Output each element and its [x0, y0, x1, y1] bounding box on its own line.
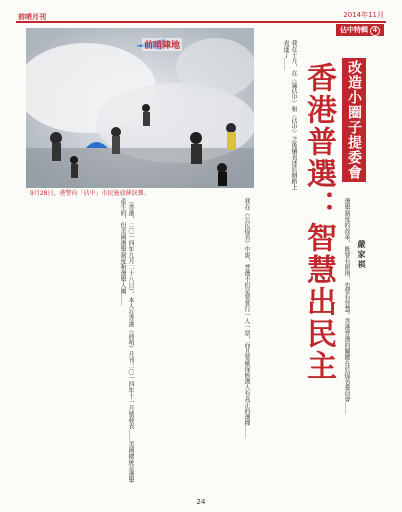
magazine-name: 前哨月刊: [18, 13, 46, 21]
section-tab: [336, 24, 384, 36]
photo-caption: 9月28日，港警向「佔中」市民施放催淚彈。: [30, 190, 150, 197]
page-number: 24: [196, 498, 206, 506]
protest-photo-image: [26, 28, 254, 188]
article-kicker: 改造小圈子提委會: [342, 58, 366, 182]
article-byline: 嚴家祺: [357, 240, 366, 270]
section-label: 佔中特輯: [340, 26, 368, 34]
header-rule: [16, 21, 386, 23]
section-number: 4: [370, 26, 380, 36]
article-text-column-1: 選舉制度的改革，既要有原則，也要有智慧。香港普選的關鍵在於提名委員會……: [343, 198, 350, 414]
article-text-column-3: （香港，二〇一四年九月二十八日），本人在香港《前哨》月刊二〇一四年十一月號發表……美國總統是選舉產生的，但美國選舉制度和選舉人團……: [119, 198, 134, 483]
article-headline: 香港普選：智慧出民主: [301, 62, 336, 382]
article-text-column-2: 我在《公民提名》中說，普選不但是要實行一人一票，而且要確保候選人有真正的選擇……: [243, 198, 250, 438]
article-text-top: 我在十月，在〈論佔中〉和〈佔中〉之後續表述於網路上表達了……: [282, 40, 297, 190]
protest-photo: [26, 28, 254, 188]
issue-date: 2014年11月: [343, 11, 384, 19]
photo-label: 前哨陣地: [142, 38, 182, 51]
